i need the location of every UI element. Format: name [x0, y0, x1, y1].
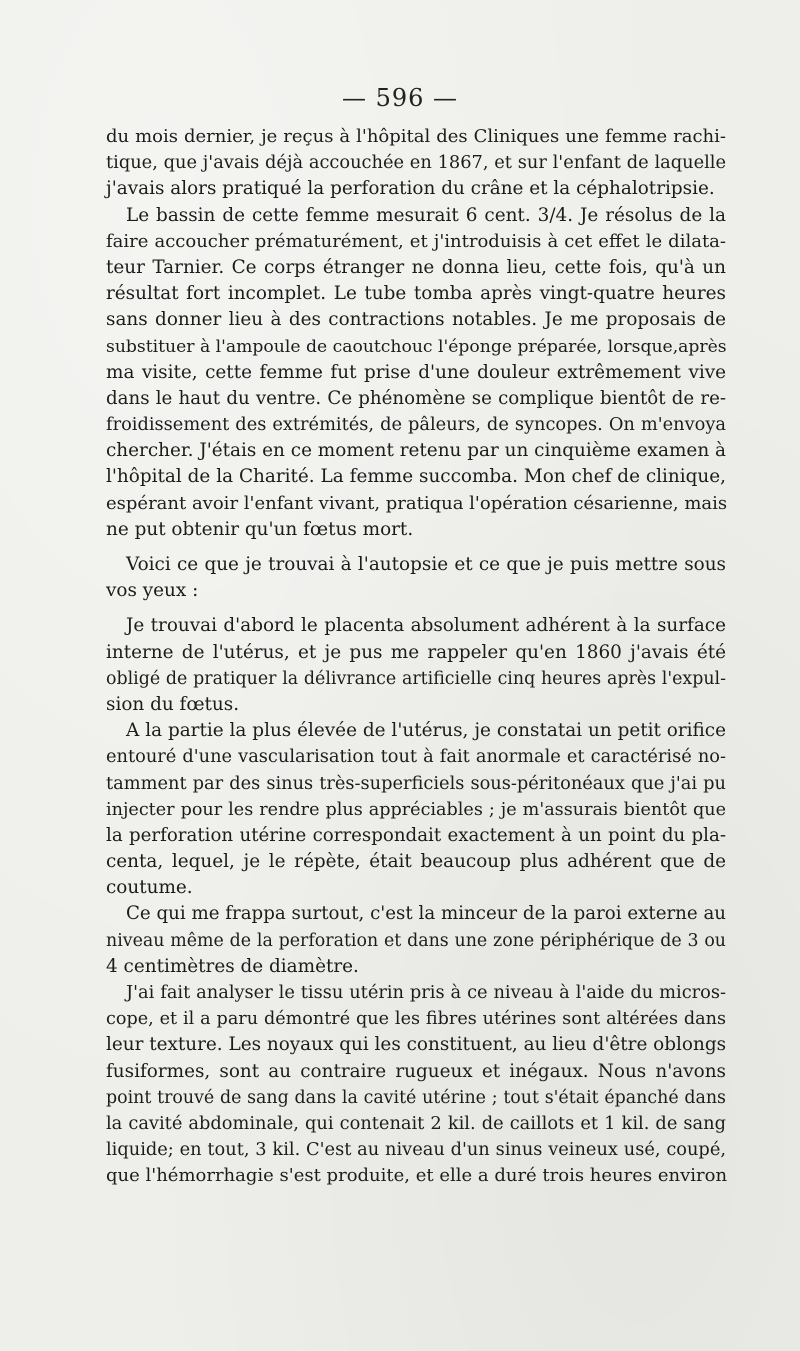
text-line: point trouvé de sang dans la cavité utérine ; tout s'était épanché dans [106, 1087, 726, 1108]
paragraph [106, 980, 726, 1190]
text-line: froidissement des extrémités, de pâleurs, de syncopes. On m'envoya [106, 414, 726, 436]
page-number: — 596 — [341, 84, 459, 112]
text-line: vos yeux : [106, 580, 199, 602]
text-line: Je trouvai d'abord le placenta absolument adhérent à la surface [126, 615, 726, 637]
body-text [106, 124, 726, 1190]
text-line: tamment par des sinus très-superficiels sous-péritonéaux que j'ai pu [106, 772, 726, 794]
text-line: teur Tarnier. Ce corps étranger ne donna lieu, cette fois, qu'à un [106, 256, 726, 278]
text-line: faire accoucher prématurément, et j'introduisis à cet effet le dilata- [106, 230, 726, 252]
text-line: coutume. [106, 877, 193, 899]
text-line: ma visite, cette femme fut prise d'une douleur extrêmement vive [106, 361, 726, 383]
text-line: l'hôpital de la Charité. La femme succomba. Mon chef de clinique, [106, 466, 726, 488]
paragraph [106, 613, 726, 718]
text-line: niveau même de la perforation et dans une zone périphérique de 3 ou [106, 930, 726, 951]
text-line: 4 centimètres de diamètre. [106, 955, 359, 977]
text-line: interne de l'utérus, et je pus me rappeler qu'en 1860 j'avais été [106, 641, 726, 663]
paragraph [106, 901, 726, 980]
text-line: cope, et il a paru démontré que les fibres utérines sont altérées dans [106, 1009, 726, 1030]
text-line: résultat fort incomplet. Le tube tomba après vingt-quatre heures [106, 283, 726, 305]
text-line: Ce qui me frappa surtout, c'est la minceur de la paroi externe au [126, 903, 726, 925]
text-line: espérant avoir l'enfant vivant, pratiqua l'opération césarienne, mais [106, 492, 728, 514]
text-line: injecter pour les rendre plus appréciables ; je m'assurais bientôt que [106, 799, 726, 820]
paragraph [106, 552, 726, 604]
text-line: leur texture. Les noyaux qui les constituent, au lieu d'être oblongs [106, 1034, 727, 1056]
text-line: fusiformes, sont au contraire rugueux et inégaux. Nous n'avons [106, 1060, 726, 1082]
text-line: Le bassin de cette femme mesurait 6 cent. 3/4. Je résolus de la [126, 204, 726, 226]
text-line: la cavité abdominale, qui contenait 2 kil. de caillots et 1 kil. de sang [106, 1112, 726, 1134]
text-line: dans le haut du ventre. Ce phénomène se complique bientôt de re- [106, 387, 726, 409]
text-line: Voici ce que je trouvai à l'autopsie et ce que je puis mettre sous [126, 554, 726, 575]
text-line: sans donner lieu à des contractions notables. Je me proposais de [106, 309, 726, 331]
text-line: sion du fœtus. [106, 693, 240, 715]
text-line: du mois dernier, je reçus à l'hôpital des Cliniques une femme rachi- [106, 126, 726, 147]
paragraph [106, 124, 726, 203]
text-line: entouré d'une vascularisation tout à fait anormale et caractérisé no- [106, 746, 726, 768]
text-line: ne put obtenir qu'un fœtus mort. [106, 518, 414, 540]
text-line: A la partie la plus élevée de l'utérus, je constatai un petit orifice [126, 720, 726, 742]
text-line: tique, que j'avais déjà accouchée en 1867, et sur l'enfant de laquelle [106, 152, 726, 174]
paragraph [106, 718, 726, 901]
text-line: obligé de pratiquer la délivrance artificielle cinq heures après l'expul- [106, 668, 726, 689]
text-line: j'avais alors pratiqué la perforation du crâne et la céphalotripsie. [106, 178, 715, 200]
paragraph [106, 203, 726, 543]
text-line: liquide; en tout, 3 kil. C'est au niveau d'un sinus veineux usé, coupé, [106, 1139, 726, 1161]
text-line: J'ai fait analyser le tissu utérin pris à ce niveau à l'aide du micros- [126, 982, 726, 1003]
text-line: la perforation utérine correspondait exactement à un point du pla- [106, 824, 726, 846]
text-line: substituer à l'ampoule de caoutchouc l'éponge préparée, lorsque,après [106, 336, 727, 357]
text-line: que l'hémorrhagie s'est produite, et elle a duré trois heures environ [106, 1165, 728, 1187]
text-line: centa, lequel, je le répète, était beaucoup plus adhérent que de [106, 851, 726, 873]
text-line: chercher. J'étais en ce moment retenu par un cinquième examen à [106, 440, 726, 462]
